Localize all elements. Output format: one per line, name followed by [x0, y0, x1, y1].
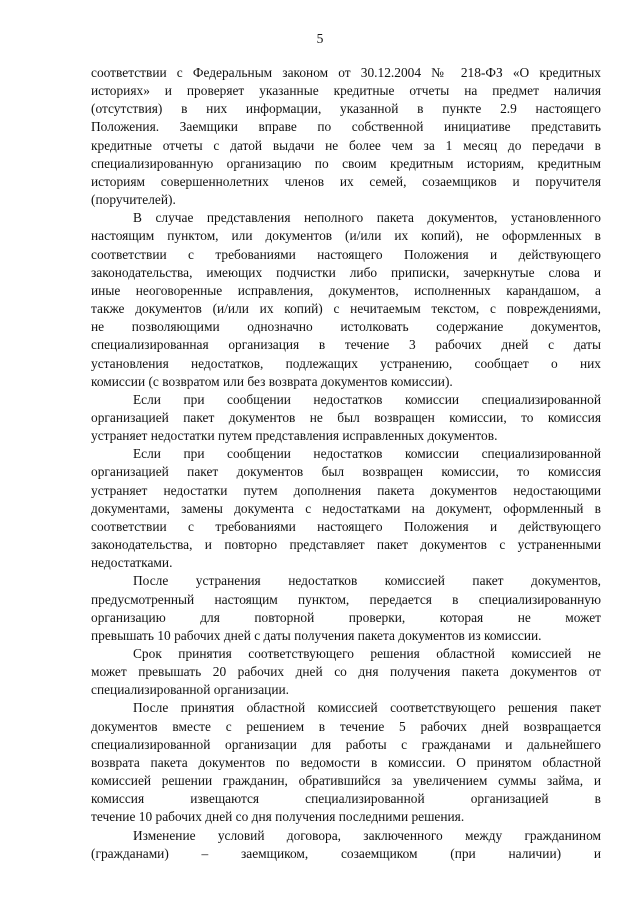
text-line: кредитные отчеты с датой выдачи не более чем за 1 месяц до передачи в [91, 137, 601, 153]
text-line: возврата пакета документов по ведомости в комиссии. О принятом областной [91, 754, 601, 770]
page-number: 5 [316, 31, 324, 46]
text-line: (поручителей). [91, 192, 176, 208]
paragraph [91, 827, 601, 863]
text-line: законодательства, имеющих подчистки либо приписки, зачеркнутые слова и [91, 264, 601, 280]
paragraph [91, 699, 601, 826]
paragraph [91, 209, 601, 391]
text-line: специализированную организацию по своим кредитным историям, кредитным [91, 155, 601, 171]
text-line: документами, замены документа с недостатками на документ, оформленный в [91, 500, 601, 516]
document-body [91, 64, 601, 863]
text-line: недостатками. [91, 555, 173, 571]
text-line: специализированной организации. [91, 682, 290, 698]
text-line: После устранения недостатков комиссией пакет документов, [133, 573, 601, 589]
text-line: Срок принятия соответствующего решения областной комиссией не [133, 646, 601, 661]
text-line: соответствии с Федеральным законом от 30.12.2004 № 218-ФЗ «О кредитных [91, 65, 601, 80]
text-line: организацию для повторной проверки, которая не может [91, 609, 601, 625]
text-line: Если при сообщении недостатков комиссии специализированной [133, 391, 601, 407]
text-line: может превышать 20 рабочих дней со дня получения пакета документов от [91, 664, 601, 680]
text-line: устраняет недостатки путем представления исправленных документов. [91, 428, 498, 444]
text-line: не позволяющими однозначно истолковать содержание документов, [91, 319, 601, 335]
text-line: историях» и проверяет указанные кредитные отчеты на предмет наличия [91, 83, 601, 99]
text-line: В случае представления неполного пакета документов, установленного [133, 210, 601, 226]
text-line: Изменение условий договора, заключенного между гражданином [133, 827, 601, 843]
paragraph [91, 391, 601, 445]
text-line: После принятия областной комиссией соответствующего решения пакет [133, 700, 601, 716]
text-line: историям совершеннолетних членов их семей, созаемщиков и поручителя [91, 173, 601, 189]
text-line: организацией пакет документов был возвращен комиссии, то комиссия [91, 464, 601, 480]
text-line: Положения. Заемщики вправе по собственной инициативе представить [91, 119, 601, 135]
text-line: документов вместе с решением в течение 5 рабочих дней возвращается [91, 718, 601, 734]
text-line: законодательства, и повторно представляет пакет документов с устраненными [91, 537, 601, 553]
text-line: иные неоговоренные исправления, документов, исполненных карандашом, а [91, 282, 601, 298]
text-line: установления недостатков, подлежащих устранению, сообщает о них [91, 355, 601, 371]
text-line: устраняет недостатки путем дополнения пакета документов недостающими [91, 482, 601, 498]
text-line: также документов (и/или их копий) с нечитаемым текстом, с повреждениями, [91, 301, 601, 317]
text-line: (отсутствия) в них информации, указанной в пункте 2.9 настоящего [91, 101, 601, 117]
text-line: (гражданами) – заемщиком, созаемщиком (при наличии) и [91, 845, 601, 861]
text-line: настоящим пунктом, или документов (и/или их копий), не оформленных в [91, 228, 601, 244]
paragraph [91, 445, 601, 572]
paragraph [91, 572, 601, 645]
text-line: организацией пакет документов не был возвращен комиссии, то комиссия [91, 409, 601, 425]
text-line: соответствии с требованиями настоящего Положения и действующего [91, 518, 601, 534]
text-line: течение 10 рабочих дней со дня получения последними решения. [91, 809, 465, 825]
text-line: комиссии (с возвратом или без возврата документов комиссии). [91, 373, 453, 389]
paragraph [91, 645, 601, 699]
text-line: Если при сообщении недостатков комиссии специализированной [133, 446, 601, 462]
text-line: специализированная организация в течение 3 рабочих дней с даты [91, 337, 601, 353]
text-line: специализированной организации для работы с гражданами и дальнейшего [91, 736, 601, 752]
paragraph [91, 64, 601, 209]
text-line: превышать 10 рабочих дней с даты получения пакета документов из комиссии. [91, 627, 542, 643]
text-line: комиссией решении гражданин, обратившийся за увеличением суммы займа, и [91, 773, 601, 789]
text-line: предусмотренный настоящим пунктом, передается в специализированную [91, 591, 601, 607]
text-line: соответствии с требованиями настоящего Положения и действующего [91, 246, 601, 262]
text-line: комиссия извещаются специализированной организацией в [91, 791, 601, 807]
